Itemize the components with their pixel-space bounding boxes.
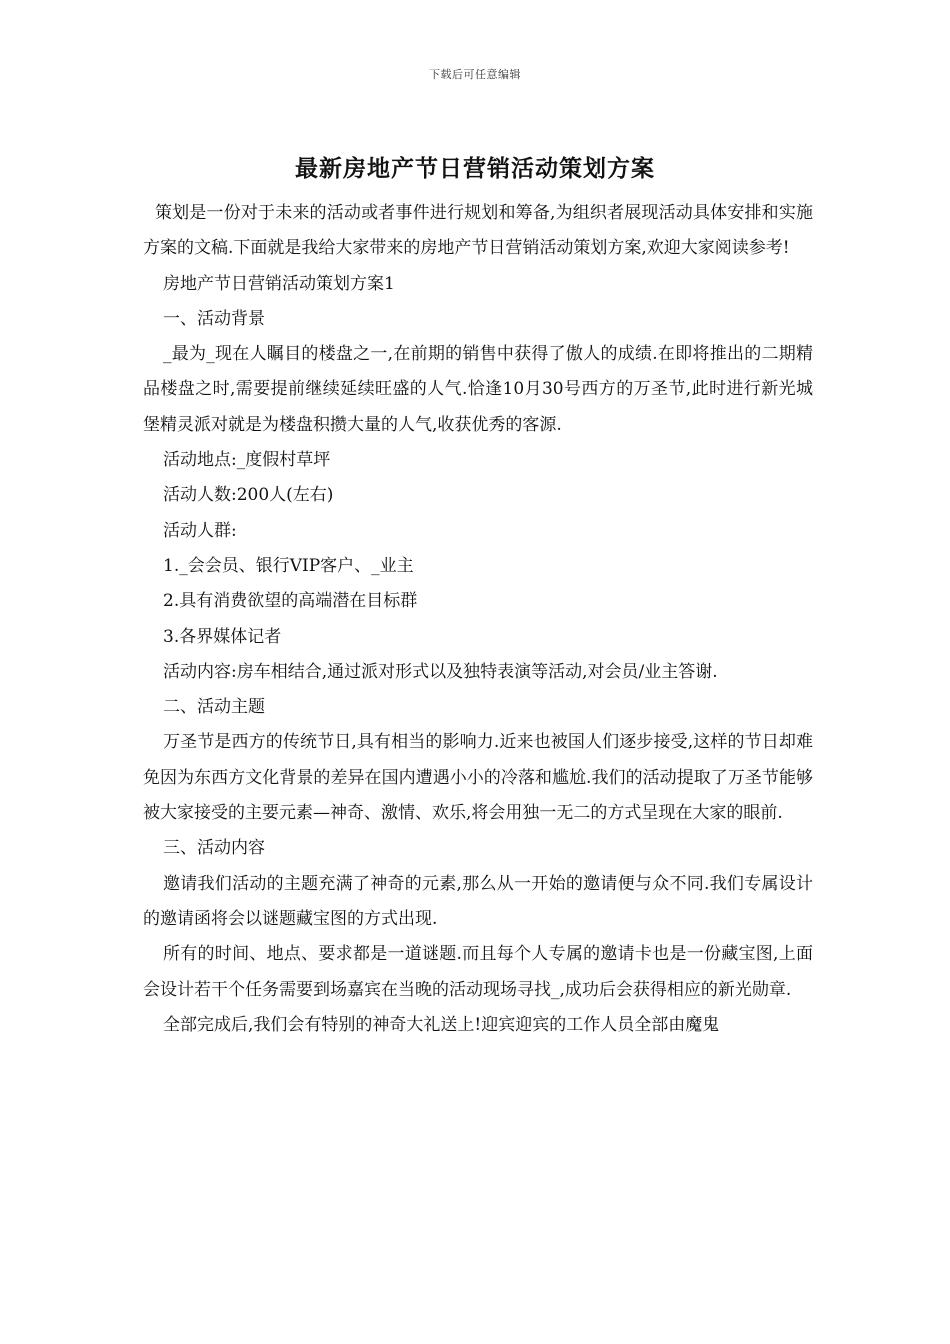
paragraph-background: _最为_现在人瞩目的楼盘之一,在前期的销售中获得了傲人的成绩.在即将推出的二期精品楼盘之时,需要提前继续延续旺盛的人气.恰逢10月30号西方的万圣节,此时进行新光城堡精灵派对就是为楼盘积攒大量的人气,收获优秀的客源. (143, 344, 813, 435)
paragraph-treasure-map: 所有的时间、地点、要求都是一道谜题.而且每个人专属的邀请卡也是一份藏宝图,上面会设计若干个任务需要到场嘉宾在当晚的活动现场寻找_,成功后会获得相应的新光勋章. (143, 944, 813, 1000)
paragraph-audience: 活动人群: (163, 520, 237, 541)
document-title: 最新房地产节日营销活动策划方案 (295, 155, 655, 182)
header-note: 下载后可任意编辑 (429, 68, 521, 81)
paragraph-location: 活动地点:_度假村草坪 (163, 450, 331, 471)
paragraph-content-summary: 活动内容:房车相结合,通过派对形式以及独特表演等活动,对会员/业主答谢. (163, 661, 718, 682)
paragraph-intro: 策划是一份对于未来的活动或者事件进行规划和筹备,为组织者展现活动具体安排和实施方案的文稿.下面就是我给大家带来的房地产节日营销活动策划方案,欢迎大家阅读参考! (143, 203, 813, 259)
list-item-audience-3: 3.各界媒体记者 (163, 626, 282, 647)
list-item-audience-1: 1._会会员、银行VIP客户、_业主 (163, 555, 414, 576)
section-heading-content: 三、活动内容 (163, 838, 265, 859)
section-heading-theme: 二、活动主题 (163, 697, 265, 718)
document-body (143, 196, 813, 1043)
paragraph-gift: 全部完成后,我们会有特别的神奇大礼送上!迎宾迎宾的工作人员全部由魔鬼 (163, 1014, 720, 1035)
section-heading-background: 一、活动背景 (163, 308, 265, 329)
paragraph-invitation: 邀请我们活动的主题充满了神奇的元素,那么从一开始的邀请便与众不同.我们专属设计的邀请函将会以谜题藏宝图的方式出现. (143, 873, 813, 929)
list-item-audience-2: 2.具有消费欲望的高端潜在目标群 (163, 591, 418, 612)
section-heading-plan-1: 房地产节日营销活动策划方案1 (163, 273, 395, 294)
paragraph-theme: 万圣节是西方的传统节日,具有相当的影响力.近来也被国人们逐步接受,这样的节日却难免因为东西方文化背景的差异在国内遭遇小小的冷落和尴尬.我们的活动提取了万圣节能够被大家接受的主要元素—神奇、激情、欢乐,将会用独一无二的方式呈现在大家的眼前. (143, 732, 813, 824)
paragraph-attendance: 活动人数:200人(左右) (163, 485, 334, 506)
